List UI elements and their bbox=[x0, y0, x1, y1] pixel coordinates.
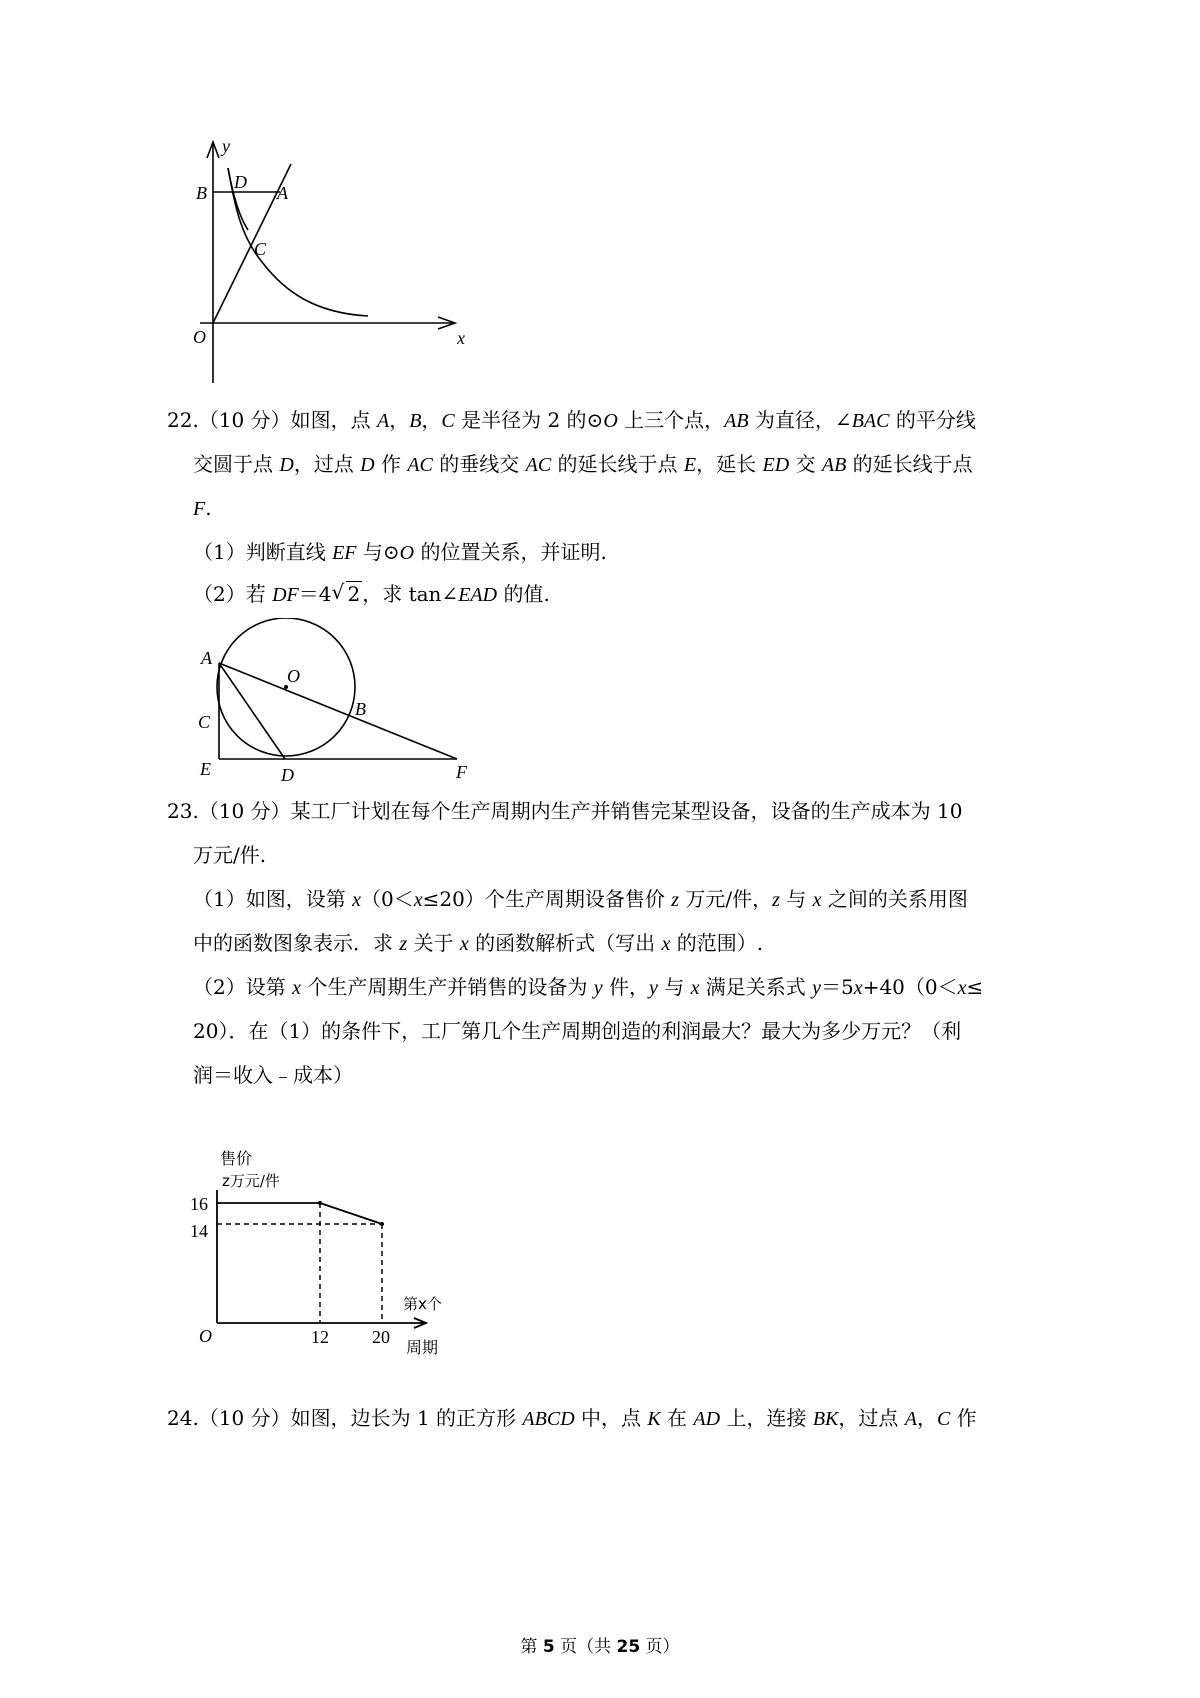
q23-sub2: （2）设第 x 个生产周期生产并销售的设备为 y 件，y 与 x 满足关系式 y＝5x+40（0＜x≤ bbox=[193, 975, 984, 999]
tick-14: 14 bbox=[190, 1221, 208, 1241]
label-F: F bbox=[456, 762, 467, 782]
label-O: O bbox=[193, 327, 206, 347]
label-y: y bbox=[222, 136, 230, 156]
x-label-2: 周期 bbox=[406, 1338, 439, 1357]
q24-line1: 24.（10 分）如图，边长为 1 的正方形 ABCD 中，点 K 在 AD 上，连接 BK，过点 A，C 作 bbox=[167, 1406, 977, 1430]
y-label-1: 售价 bbox=[220, 1149, 253, 1168]
figure-hyperbola bbox=[180, 130, 480, 390]
label-E: E bbox=[200, 759, 211, 779]
x-label-1: 第x个 bbox=[403, 1295, 442, 1313]
q22-sub1: （1）判断直线 EF 与⊙O 的位置关系，并证明. bbox=[193, 540, 607, 564]
label-B: B bbox=[355, 699, 366, 719]
q22-line3: F. bbox=[193, 496, 212, 520]
label-C: C bbox=[198, 712, 211, 732]
origin-label: O bbox=[199, 1326, 212, 1346]
q23-sub1: （1）如图，设第 x（0＜x≤20）个生产周期设备售价 z 万元/件，z 与 x 之间的关系用图 bbox=[193, 887, 968, 911]
q23-line4: 中的函数图象表示．求 z 关于 x 的函数解析式（写出 x 的范围）. bbox=[193, 931, 764, 955]
label-C: C bbox=[254, 239, 267, 259]
figure-circle bbox=[190, 618, 490, 788]
label-x: x bbox=[457, 328, 465, 348]
label-A: A bbox=[277, 183, 288, 203]
hyperbola-curve bbox=[228, 168, 368, 316]
q23-line2: 万元/件. bbox=[193, 843, 267, 867]
tick-20: 20 bbox=[372, 1327, 390, 1347]
label-B: B bbox=[196, 183, 207, 203]
label-D: D bbox=[234, 172, 247, 192]
page-footer: 第 5 页（共 25 页） bbox=[520, 1637, 680, 1657]
sqrt-symbol: √ 2 bbox=[332, 580, 363, 608]
page-total: 25 bbox=[616, 1637, 641, 1657]
segment-decline bbox=[320, 1203, 382, 1224]
label-O: O bbox=[287, 666, 300, 686]
q23-line6: 20）．在（1）的条件下，工厂第几个生产周期创造的利润最大？最大为多少万元？（利 bbox=[193, 1019, 962, 1043]
label-A: A bbox=[201, 648, 212, 668]
figure-price-graph bbox=[180, 1140, 470, 1380]
tick-12: 12 bbox=[311, 1327, 329, 1347]
tick-16: 16 bbox=[190, 1194, 208, 1214]
q22-sub2: （2）若 DF＝4√ 2 ，求 tan∠EAD 的值. bbox=[193, 580, 550, 609]
label-D: D bbox=[281, 765, 294, 785]
page-number: 5 bbox=[542, 1637, 555, 1657]
q22-line1: 22.（10 分）如图，点 A，B，C 是半径为 2 的⊙O 上三个点，AB 为直径，∠BAC 的平分线 bbox=[167, 408, 976, 432]
q22-line2: 交圆于点 D，过点 D 作 AC 的垂线交 AC 的延长线于点 E，延长 ED 交 AB 的延长线于点 bbox=[193, 452, 973, 476]
q23-line1: 23.（10 分）某工厂计划在每个生产周期内生产并销售完某型设备，设备的生产成本为 10 bbox=[167, 799, 963, 823]
q23-line7: 润＝收入﹣成本） bbox=[193, 1063, 353, 1087]
segment-AF bbox=[219, 663, 457, 759]
segment-AD bbox=[219, 663, 285, 759]
y-label-2: z万元/件 bbox=[222, 1172, 280, 1190]
